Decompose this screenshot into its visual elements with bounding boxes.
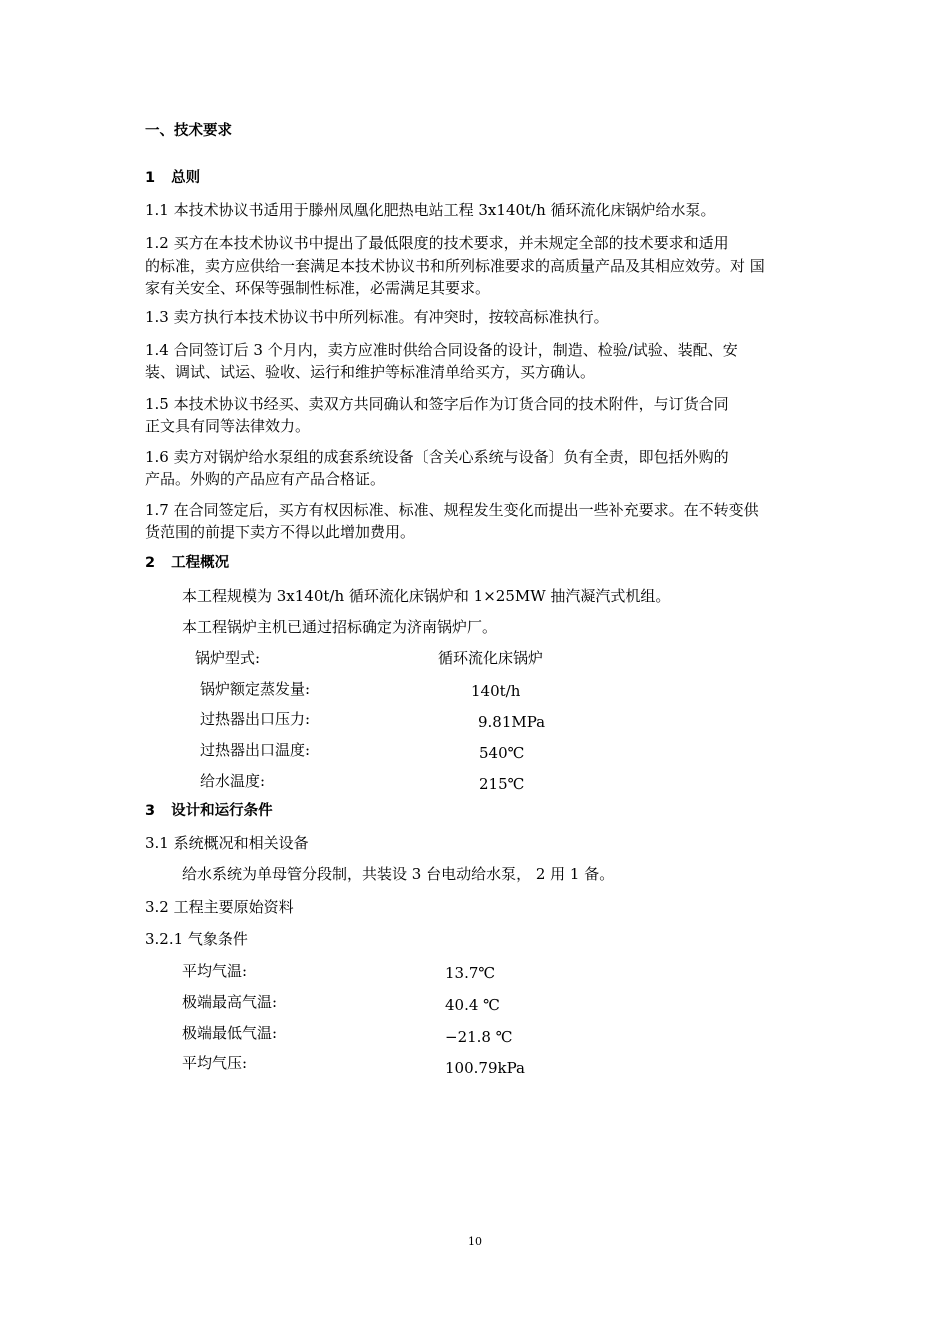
main-heading: 一、技术要求 [145, 123, 232, 139]
para-1-4-line-2: 装、调试、试运、验收、运行和维护等标准清单给买方，买方确认。 [145, 363, 596, 381]
boiler-param-label: 锅炉额定蒸发量: [200, 680, 311, 698]
para-1-1: 1.1 本技术协议书适用于滕州凤凰化肥热电站工程 3x140t/h 循环流化床锅炉给水泵。 [145, 201, 716, 219]
boiler-param-label: 给水温度: [200, 772, 266, 790]
para-1-7-line-2: 货范围的前提下卖方不得以此增加费用。 [145, 523, 416, 541]
boiler-param-value: 215℃ [479, 775, 525, 793]
weather-label: 平均气温: [182, 962, 248, 980]
weather-label: 极端最高气温: [182, 993, 278, 1011]
section-2-heading [145, 552, 229, 574]
para-1-7-line-1: 1.7 在合同签定后，买方有权因标准、标准、规程发生变化而提出一些补充要求。在不转变供 [145, 501, 759, 519]
para-1-5-line-1: 1.5 本技术协议书经买、卖双方共同确认和签字后作为订货合同的技术附件，与订货合同 [145, 395, 729, 413]
boiler-param-label: 过热器出口温度: [200, 741, 311, 759]
section-2-title: 工程概况 [171, 555, 230, 571]
para-1-2-line-3: 家有关安全、环保等强制性标准，必需满足其要求。 [145, 279, 491, 297]
para-1-2-line-2: 的标准，卖方应供给一套满足本技术协议书和所列标准要求的高质量产品及其相应效劳。对 国 [145, 257, 765, 275]
section-2-number: 2 [145, 555, 156, 571]
subsection-3-2-1: 3.2.1 气象条件 [145, 930, 248, 948]
weather-label: 平均气压: [182, 1054, 248, 1072]
para-1-6-line-2: 产品。外购的产品应有产品合格证。 [145, 470, 386, 488]
para-1-2-line-1: 1.2 买方在本技术协议书中提出了最低限度的技术要求，并未规定全部的技术要求和适用 [145, 234, 729, 252]
boiler-param-value: 540℃ [479, 744, 525, 762]
para-3-1-body: 给水系统为单母管分段制，共装设 3 台电动给水泵， 2 用 1 备。 [182, 865, 615, 883]
weather-value: 40.4 ℃ [445, 996, 500, 1014]
para-1-5-line-2: 正文具有同等法律效力。 [145, 417, 311, 435]
para-2-2: 本工程锅炉主机已通过招标确定为济南锅炉厂。 [182, 618, 498, 636]
section-3-number: 3 [145, 803, 156, 819]
subsection-3-1: 3.1 系统概况和相关设备 [145, 834, 309, 852]
para-1-4-line-1: 1.4 合同签订后 3 个月内，卖方应准时供给合同设备的设计，制造、检验/试验、装配、安 [145, 341, 738, 359]
para-1-3: 1.3 卖方执行本技术协议书中所列标准。有冲突时，按较高标准执行。 [145, 308, 609, 326]
section-3-heading [145, 800, 273, 822]
subsection-3-2: 3.2 工程主要原始资料 [145, 898, 294, 916]
boiler-param-label: 过热器出口压力: [200, 710, 311, 728]
boiler-param-label: 锅炉型式: [195, 649, 261, 667]
boiler-param-value: 140t/h [471, 682, 521, 700]
page-number: 10 [468, 1235, 482, 1248]
boiler-param-value: 9.81MPa [478, 713, 546, 731]
section-1-heading [145, 167, 200, 189]
para-1-6-line-1: 1.6 卖方对锅炉给水泵组的成套系统设备〔含关心系统与设备〕负有全责，即包括外购的 [145, 448, 729, 466]
section-1-title: 总则 [171, 170, 201, 186]
weather-value: 100.79kPa [445, 1059, 525, 1077]
weather-label: 极端最低气温: [182, 1024, 278, 1042]
para-2-1: 本工程规模为 3x140t/h 循环流化床锅炉和 1×25MW 抽汽凝汽式机组。 [182, 587, 671, 605]
weather-value: −21.8 ℃ [445, 1028, 513, 1046]
boiler-param-value: 循环流化床锅炉 [438, 649, 544, 667]
section-3-title: 设计和运行条件 [171, 803, 273, 819]
weather-value: 13.7℃ [445, 964, 496, 982]
section-1-number: 1 [145, 170, 156, 186]
